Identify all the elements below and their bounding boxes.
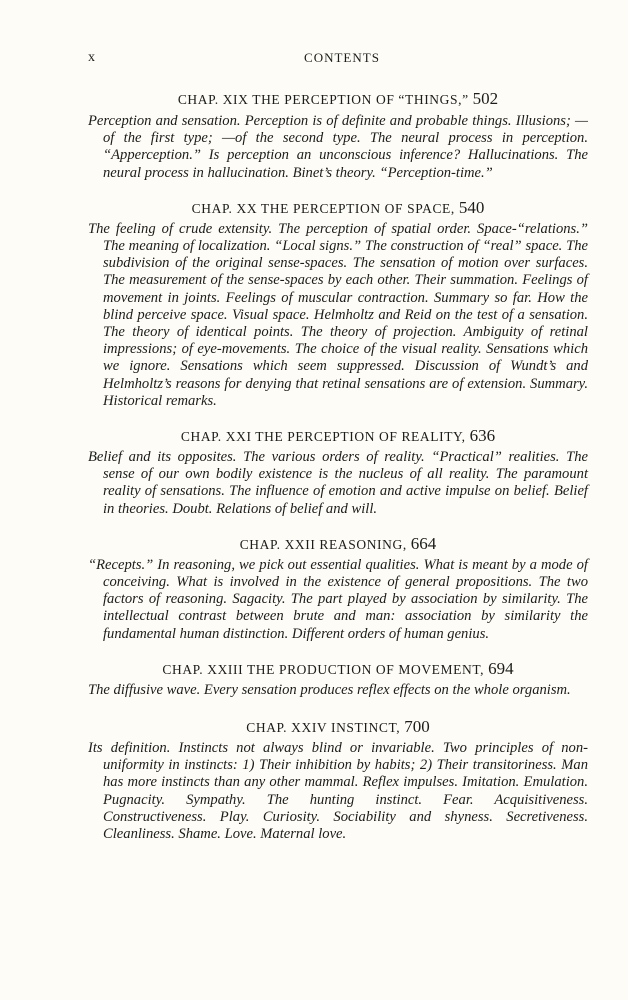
chapter-entry (88, 658, 588, 699)
chapter-page: 700 (404, 717, 430, 737)
chapter-title: CHAP. XXI THE PERCEPTION OF REALITY, (180, 429, 466, 445)
chapter-summary: The diffusive wave. Every sensation produces reflex effects on the whole organism. (88, 681, 571, 698)
chapter-title: CHAP. XIX THE PERCEPTION OF “THINGS,” (177, 92, 469, 107)
chapter-title: CHAP. XXIII THE PRODUCTION OF MOVEMENT, (162, 661, 485, 677)
chapter-entry (88, 197, 588, 410)
chapter-heading (88, 88, 588, 110)
chapter-heading (88, 197, 588, 219)
chapter-page: 664 (410, 533, 437, 553)
chapter-title: CHAP. XX THE PERCEPTION OF SPACE, (191, 200, 455, 216)
page-number: x (88, 50, 96, 65)
chapter-summary: The feeling of crude extensity. The perception of spatial order. Space-“relations.” The meaning of localization. “Local signs.” The construction of “real” space. The subdivision of the original sense-spaces. The sensation of motion over surfaces. The measurement of the sense-spaces by each other. Their summation. Feelings of movement in joints. Feelings of muscular contraction. Summary so far. How the blind perceive space. Visual space. Helmholtz and Reid on the test of a sensation. The theory of identical points. The theory of projection. Ambiguity of retinal impressions; of eye-movements. The choice of the visual reality. Sensations which we ignore. Sensations which seem suppressed. Discussion of Wundt’s and Helmholtz’s reasons for denying that retinal sensations are of extension. Summary. Historical remarks. (88, 220, 588, 409)
chapter-heading (88, 425, 588, 447)
chapter-title: CHAP. XXII REASONING, (239, 536, 407, 552)
chapter-summary: Its definition. Instincts not always blind or invariable. Two principles of non-uniformity in instincts: 1) Their inhibition by habits; 2) Their transitoriness. Man has more instincts than any other mammal. Reflex impulses. Imitation. Emulation. Pugnacity. Sympathy. The hunting instinct. Fear. Acquisitiveness. Constructiveness. Play. Curiosity. Sociability and shyness. Secretiveness. Cleanliness. Shame. Love. Maternal love. (88, 740, 588, 843)
chapter-heading (88, 658, 588, 680)
chapter-heading (88, 716, 588, 738)
chapter-summary: Belief and its opposites. The various orders of reality. “Practical” realities. The sense of our own bodily existence is the nucleus of all reality. The paramount reality of sensations. The influence of emotion and active impulse on belief. Belief in theories. Doubt. Relations of belief and will. (88, 449, 588, 517)
chapter-summary: “Recepts.” In reasoning, we pick out essential qualities. What is meant by a mode of conceiving. What is involved in the existence of general propositions. The two factors of reasoning. Sagacity. The part played by association by similarity. The intellectual contrast between brute and man: association by similarity the fundamental human distinction. Different orders of human genius. (88, 556, 588, 642)
chapter-heading (88, 533, 588, 555)
chapter-page: 540 (458, 197, 485, 217)
chapter-entry (88, 533, 588, 643)
chapter-title: CHAP. XXIV INSTINCT, (246, 720, 401, 736)
chapter-page: 502 (472, 89, 499, 108)
chapter-page: 694 (488, 658, 514, 678)
chapter-entry (88, 425, 588, 518)
chapter-entry (88, 88, 588, 182)
chapter-summary: Perception and sensation. Perception is of definite and probable things. Illusions; —of the first type; —of the second type. The neural process in perception. “Apperception.” Is perception an unconscious inference? Hallucinations. The neural process in hallucination. Binet’s theory. “Perception-time.” (88, 113, 588, 181)
chapter-entry (88, 716, 588, 843)
running-head (88, 50, 588, 70)
contents-list (88, 88, 588, 843)
running-title: CONTENTS (304, 50, 380, 65)
chapter-page: 636 (469, 426, 496, 446)
